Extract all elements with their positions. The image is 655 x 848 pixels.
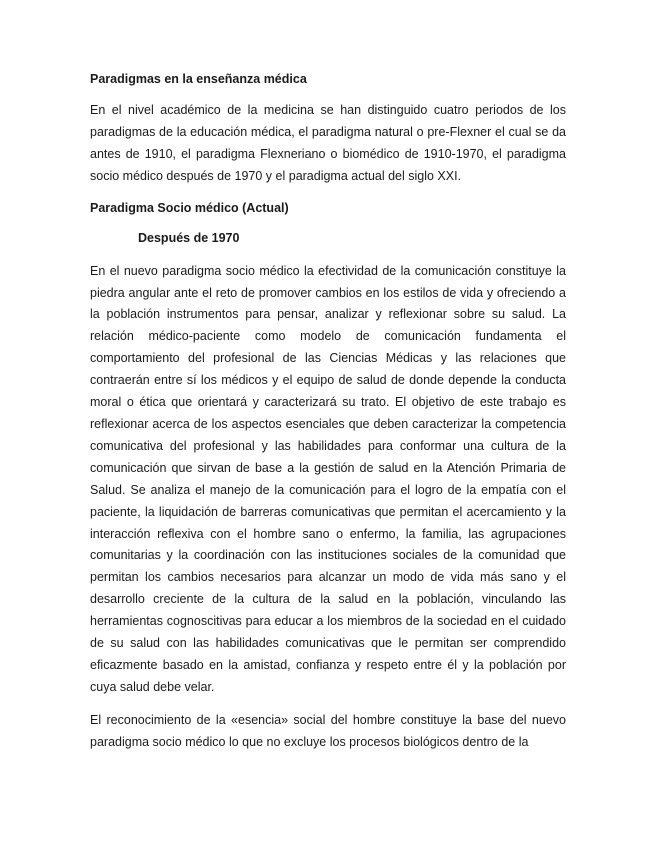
closing-paragraph: El reconocimiento de la «esencia» social del hombre constituye la base del nuevo paradigma socio médico lo que no excluye los procesos biológicos dentro de la	[90, 712, 566, 749]
section-heading: Paradigma Socio médico (Actual)	[90, 200, 289, 215]
body-paragraph: En el nuevo paradigma socio médico la efectividad de la comunicación constituye la piedra angular ante el reto de promover cambios en los estilos de vida y ofreciendo a la población instrumentos para pensar, analizar y reflexionar sobre su salud. La relación médico-paciente como modelo de comunicación fundamenta el comportamiento del profesional de las Ciencias Médicas y las relaciones que contraerán entre sí los médicos y el equipo de salud de donde depende la conducta moral o ética que orientará y caracterizará su trato. El objetivo de este trabajo es reflexionar acerca de los aspectos esenciales que deben caracterizar la competencia comunicativa del profesional y las habilidades para conformar una cultura de la comunicación que sirvan de base a la gestión de salud en la Atención Primaria de Salud. Se analiza el manejo de la comunicación para el logro de la empatía con el paciente, la liquidación de barreras comunicativas que permitan el acercamiento y la interacción reflexiva con el hombre sano o enfermo, la familia, las agrupaciones comunitarias y la coordinación con las instituciones sociales de la comunidad que permitan los cambios necesarios para alcanzar un modo de vida más sano y el desarrollo creciente de la cultura de la salud en la población, vinculando las herramientas cognoscitivas para educar a los miembros de la sociedad en el cuidado de su salud con las habilidades comunicativas que le permitan ser comprendido eficazmente basado en la amistad, confianza y respeto entre él y la población por cuya salud debe velar.	[90, 263, 566, 694]
document-content	[90, 70, 566, 765]
intro-paragraph: En el nivel académico de la medicina se han distinguido cuatro periodos de los paradigmas de la educación médica, el paradigma natural o pre-Flexner el cual se da antes de 1910, el paradigma Flexneriano o biomédico de 1910-1970, el paradigma socio médico después de 1970 y el paradigma actual del siglo XXI.	[90, 103, 566, 183]
document-title: Paradigmas en la enseñanza médica	[90, 72, 307, 86]
subsection-heading: Después de 1970	[138, 230, 240, 245]
